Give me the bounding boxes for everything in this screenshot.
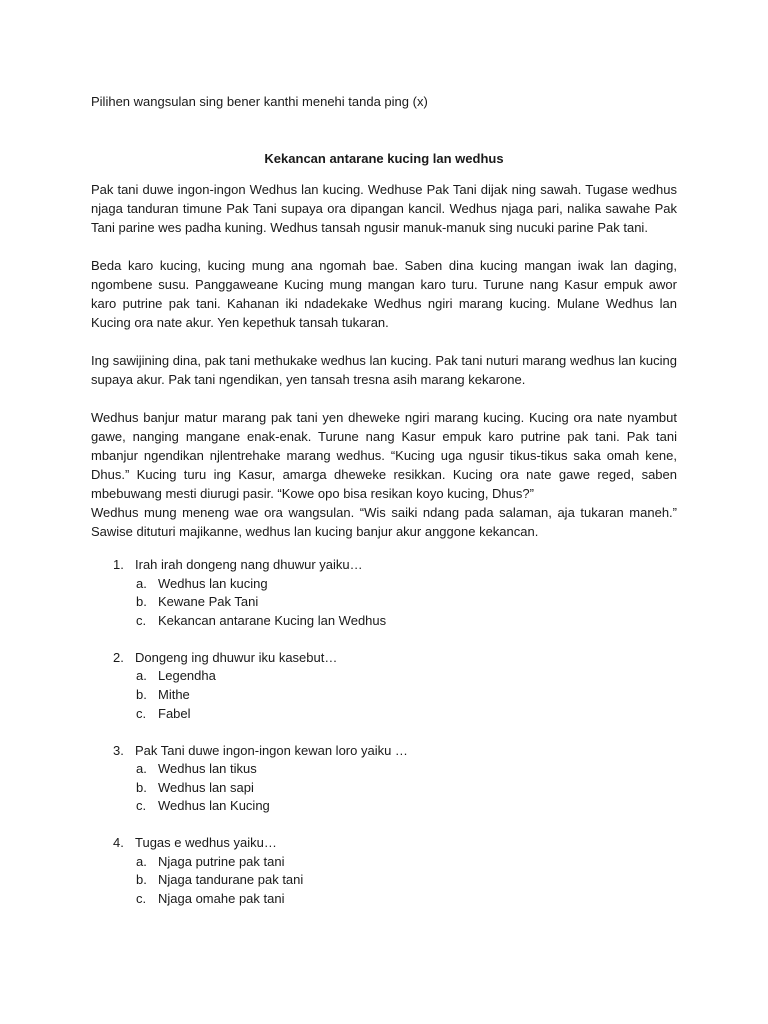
answer-option[interactable] [91,686,677,705]
question-item [91,742,677,816]
question-number: 1. [113,557,124,572]
answer-option[interactable] [91,890,677,909]
answer-option[interactable] [91,667,677,686]
story-paragraph: Beda karo kucing, kucing mung ana ngomah bae. Saben dina kucing mangan iwak lan daging, ngombene susu. Panggaweane Kucing mung mangan karo turu. Turune nang Kasur empuk awor karo putrine pak tani. Kahanan iki ndadekake Wedhus ngiri marang kucing. Mulane Wedhus lan Kucing ora nate akur. Yen kepethuk tansah tukaran. [91,258,677,330]
answer-option[interactable] [91,797,677,816]
question-item [91,834,677,908]
option-letter: a. [136,668,147,684]
story-body [91,180,677,560]
option-text: Mithe [158,686,190,702]
question-line [91,649,677,668]
story-paragraph: Wedhus mung meneng wae ora wangsulan. “Wis saiki ndang pada salaman, aja tukaran maneh.” Sawise dituturi majikanne, wedhus lan kucing banjur akur anggone kekancan. [91,505,677,539]
answer-option[interactable] [91,612,677,631]
story-title: Kekancan antarane kucing lan wedhus [264,151,504,166]
answer-option[interactable] [91,575,677,594]
option-text: Njaga putrine pak tani [158,853,285,869]
option-letter: c. [136,891,147,907]
question-item [91,556,677,630]
answer-option[interactable] [91,779,677,798]
option-text: Njaga omahe pak tani [158,891,285,907]
option-letter: a. [136,853,147,869]
option-text: Wedhus lan sapi [158,779,254,795]
question-text: Pak Tani duwe ingon-ingon kewan loro yaiku … [135,742,408,758]
option-text: Kewane Pak Tani [158,594,259,610]
answer-option[interactable] [91,593,677,612]
option-text: Kekancan antarane Kucing lan Wedhus [158,612,387,628]
option-letter: a. [136,761,147,777]
story-paragraph: Wedhus banjur matur marang pak tani yen dheweke ngiri marang kucing. Kucing ora nate nyambut gawe, nanging mangane enak-enak. Turune nang Kasur empuk karo putrine pak tani. Pak tani mbanjur ngendikan njlentrehake marang wedhus. “Kucing uga ngusir tikus-tikus saka omah kene, Dhus.” Kucing turu ing Kasur, amarga dheweke resikkan. Kucing ora nate gawe reged, saben mbebuwang mesti diurugi pasir. “Kowe opo bisa resikan koyo kucing, Dhus?” [91,410,677,501]
option-letter: b. [136,872,147,888]
option-letter: c. [136,612,147,628]
answer-option[interactable] [91,871,677,890]
question-text: Tugas e wedhus yaiku… [135,835,277,851]
option-text: Njaga tandurane pak tani [158,872,304,888]
option-letter: a. [136,575,147,591]
option-letter: b. [136,686,147,702]
answer-option[interactable] [91,853,677,872]
answer-option[interactable] [91,760,677,779]
question-text: Irah irah dongeng nang dhuwur yaiku… [135,557,363,572]
story-paragraph: Pak tani duwe ingon-ingon Wedhus lan kucing. Wedhuse Pak Tani dijak ning sawah. Tugase wedhus njaga tanduran timune Pak Tani supaya ora dipangan kancil. Wedhus njaga pari, nalika sawahe Pak Tani parine wes padha kuning. Wedhus tansah ngusir manuk-manuk sing nucuki parine Pak tani. [91,182,677,235]
option-text: Wedhus lan tikus [158,761,257,777]
option-text: Legendha [158,668,216,684]
question-number: 4. [113,835,124,851]
question-line [91,556,677,575]
question-number: 2. [113,649,124,665]
question-item [91,649,677,723]
option-letter: b. [136,594,147,610]
question-text: Dongeng ing dhuwur iku kasebut… [135,649,338,665]
story-paragraph: Ing sawijining dina, pak tani methukake wedhus lan kucing. Pak tani nuturi marang wedhus lan kucing supaya akur. Pak tani ngendikan, yen tansah tresna asih marang kekarone. [91,353,677,387]
instruction-text: Pilihen wangsulan sing bener kanthi menehi tanda ping (x) [91,94,428,109]
question-line [91,742,677,761]
option-text: Fabel [158,705,191,721]
option-text: Wedhus lan kucing [158,575,268,591]
option-letter: b. [136,779,147,795]
question-list [91,556,677,927]
option-text: Wedhus lan Kucing [158,798,270,814]
question-line [91,834,677,853]
question-number: 3. [113,742,124,758]
answer-option[interactable] [91,705,677,724]
option-letter: c. [136,705,147,721]
option-letter: c. [136,798,147,814]
